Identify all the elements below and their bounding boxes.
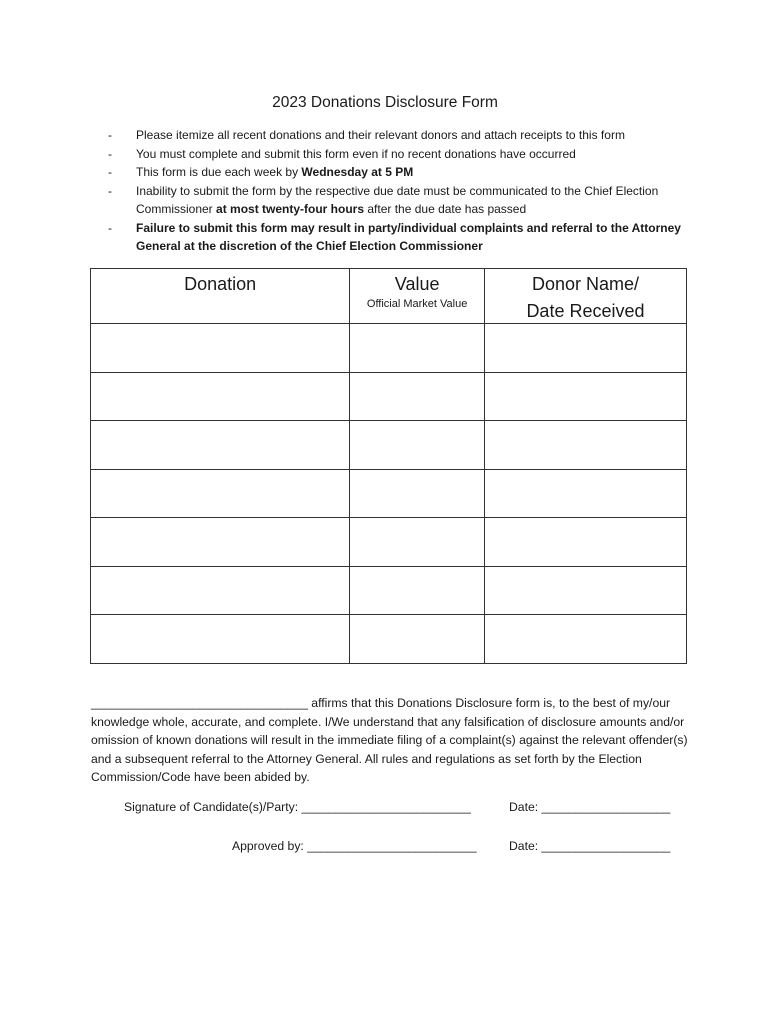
table-row <box>91 566 687 615</box>
instruction-bold-text: Failure to submit this form may result in party/individual complaints and referral to the Attorney General at the discretion of the Chief Election Commissioner <box>136 220 681 253</box>
bullet-dash: - <box>108 165 112 179</box>
donor-cell[interactable] <box>484 469 686 518</box>
instruction-text-part: after the due date has passed <box>364 202 527 216</box>
approved-by-line[interactable]: Approved by: _________________________ <box>232 839 477 853</box>
value-cell[interactable] <box>350 469 485 518</box>
table-header-row <box>91 269 687 324</box>
donation-cell[interactable] <box>91 615 350 664</box>
donor-cell[interactable] <box>484 372 686 421</box>
table-row <box>91 324 687 373</box>
donation-cell[interactable] <box>91 324 350 373</box>
donor-column-header <box>484 269 686 324</box>
donations-table-body <box>91 324 687 664</box>
instruction-text <box>136 219 688 256</box>
donations-table <box>90 268 687 664</box>
donation-cell[interactable] <box>91 518 350 567</box>
donor-cell[interactable] <box>484 518 686 567</box>
donation-column-header: Donation <box>91 269 350 324</box>
donor-header-line2: Date Received <box>526 301 645 321</box>
donation-cell[interactable] <box>91 421 350 470</box>
instruction-text <box>136 126 688 145</box>
bullet-dash: - <box>108 146 112 161</box>
table-row <box>91 421 687 470</box>
value-column-header: Value Official Market Value <box>350 269 485 324</box>
form-title: 2023 Donations Disclosure Form <box>272 94 498 111</box>
donor-cell[interactable] <box>484 566 686 615</box>
instruction-bold-text: at most twenty-four hours <box>216 202 365 216</box>
donor-cell[interactable] <box>484 421 686 470</box>
candidate-signature-line[interactable]: Signature of Candidate(s)/Party: _________________________ <box>124 800 471 814</box>
value-cell[interactable] <box>350 421 485 470</box>
instruction-bold-text: Wednesday at 5 PM <box>301 165 414 179</box>
value-subheader: Official Market Value <box>366 298 468 310</box>
value-cell[interactable] <box>350 615 485 664</box>
value-cell[interactable] <box>350 566 485 615</box>
value-cell[interactable] <box>350 518 485 567</box>
instruction-item <box>108 182 688 219</box>
donation-cell[interactable] <box>91 566 350 615</box>
donor-cell[interactable] <box>484 324 686 373</box>
instruction-item <box>108 163 688 182</box>
instruction-text <box>136 163 688 182</box>
instruction-text <box>136 145 688 164</box>
donor-header-line1: Donor Name/ <box>531 274 639 294</box>
candidate-date-line[interactable]: Date: ___________________ <box>509 800 671 814</box>
value-cell[interactable] <box>350 324 485 373</box>
instructions-list <box>108 126 688 256</box>
table-row <box>91 615 687 664</box>
table-row <box>91 518 687 567</box>
instruction-text-part: Please itemize all recent donations and their relevant donors and attach receipts to this form <box>136 128 625 142</box>
donation-cell[interactable] <box>91 469 350 518</box>
instruction-item <box>108 145 688 164</box>
instruction-text-part: Inability to submit the form by the respective due date must be communicated to the Chief Election Commissioner <box>136 183 659 216</box>
approved-date-line[interactable]: Date: ___________________ <box>509 839 671 853</box>
bullet-dash: - <box>108 128 112 142</box>
affirmation-statement: ________________________________ affirms that this Donations Disclosure form is, to the best of my/our knowledge whole, accurate, and complete. I/We understand that any falsification of disclosure amounts and/or omission of known donations will result in the immediate filing of a complaint(s) against the relevant offender(s) and a subsequent referral to the Attorney General. All rules and regulations as set forth by the Election Commission/Code have been abided by. <box>91 696 688 785</box>
donor-cell[interactable] <box>484 615 686 664</box>
table-row <box>91 372 687 421</box>
bullet-dash: - <box>108 220 112 235</box>
bullet-dash: - <box>108 183 112 198</box>
instruction-item <box>108 126 688 145</box>
instruction-item <box>108 219 688 256</box>
instruction-text <box>136 182 688 219</box>
instruction-text-part: You must complete and submit this form even if no recent donations have occurred <box>136 146 576 161</box>
instruction-text-part: This form is due each week by <box>136 165 302 179</box>
table-row <box>91 469 687 518</box>
donation-cell[interactable] <box>91 372 350 421</box>
value-cell[interactable] <box>350 372 485 421</box>
